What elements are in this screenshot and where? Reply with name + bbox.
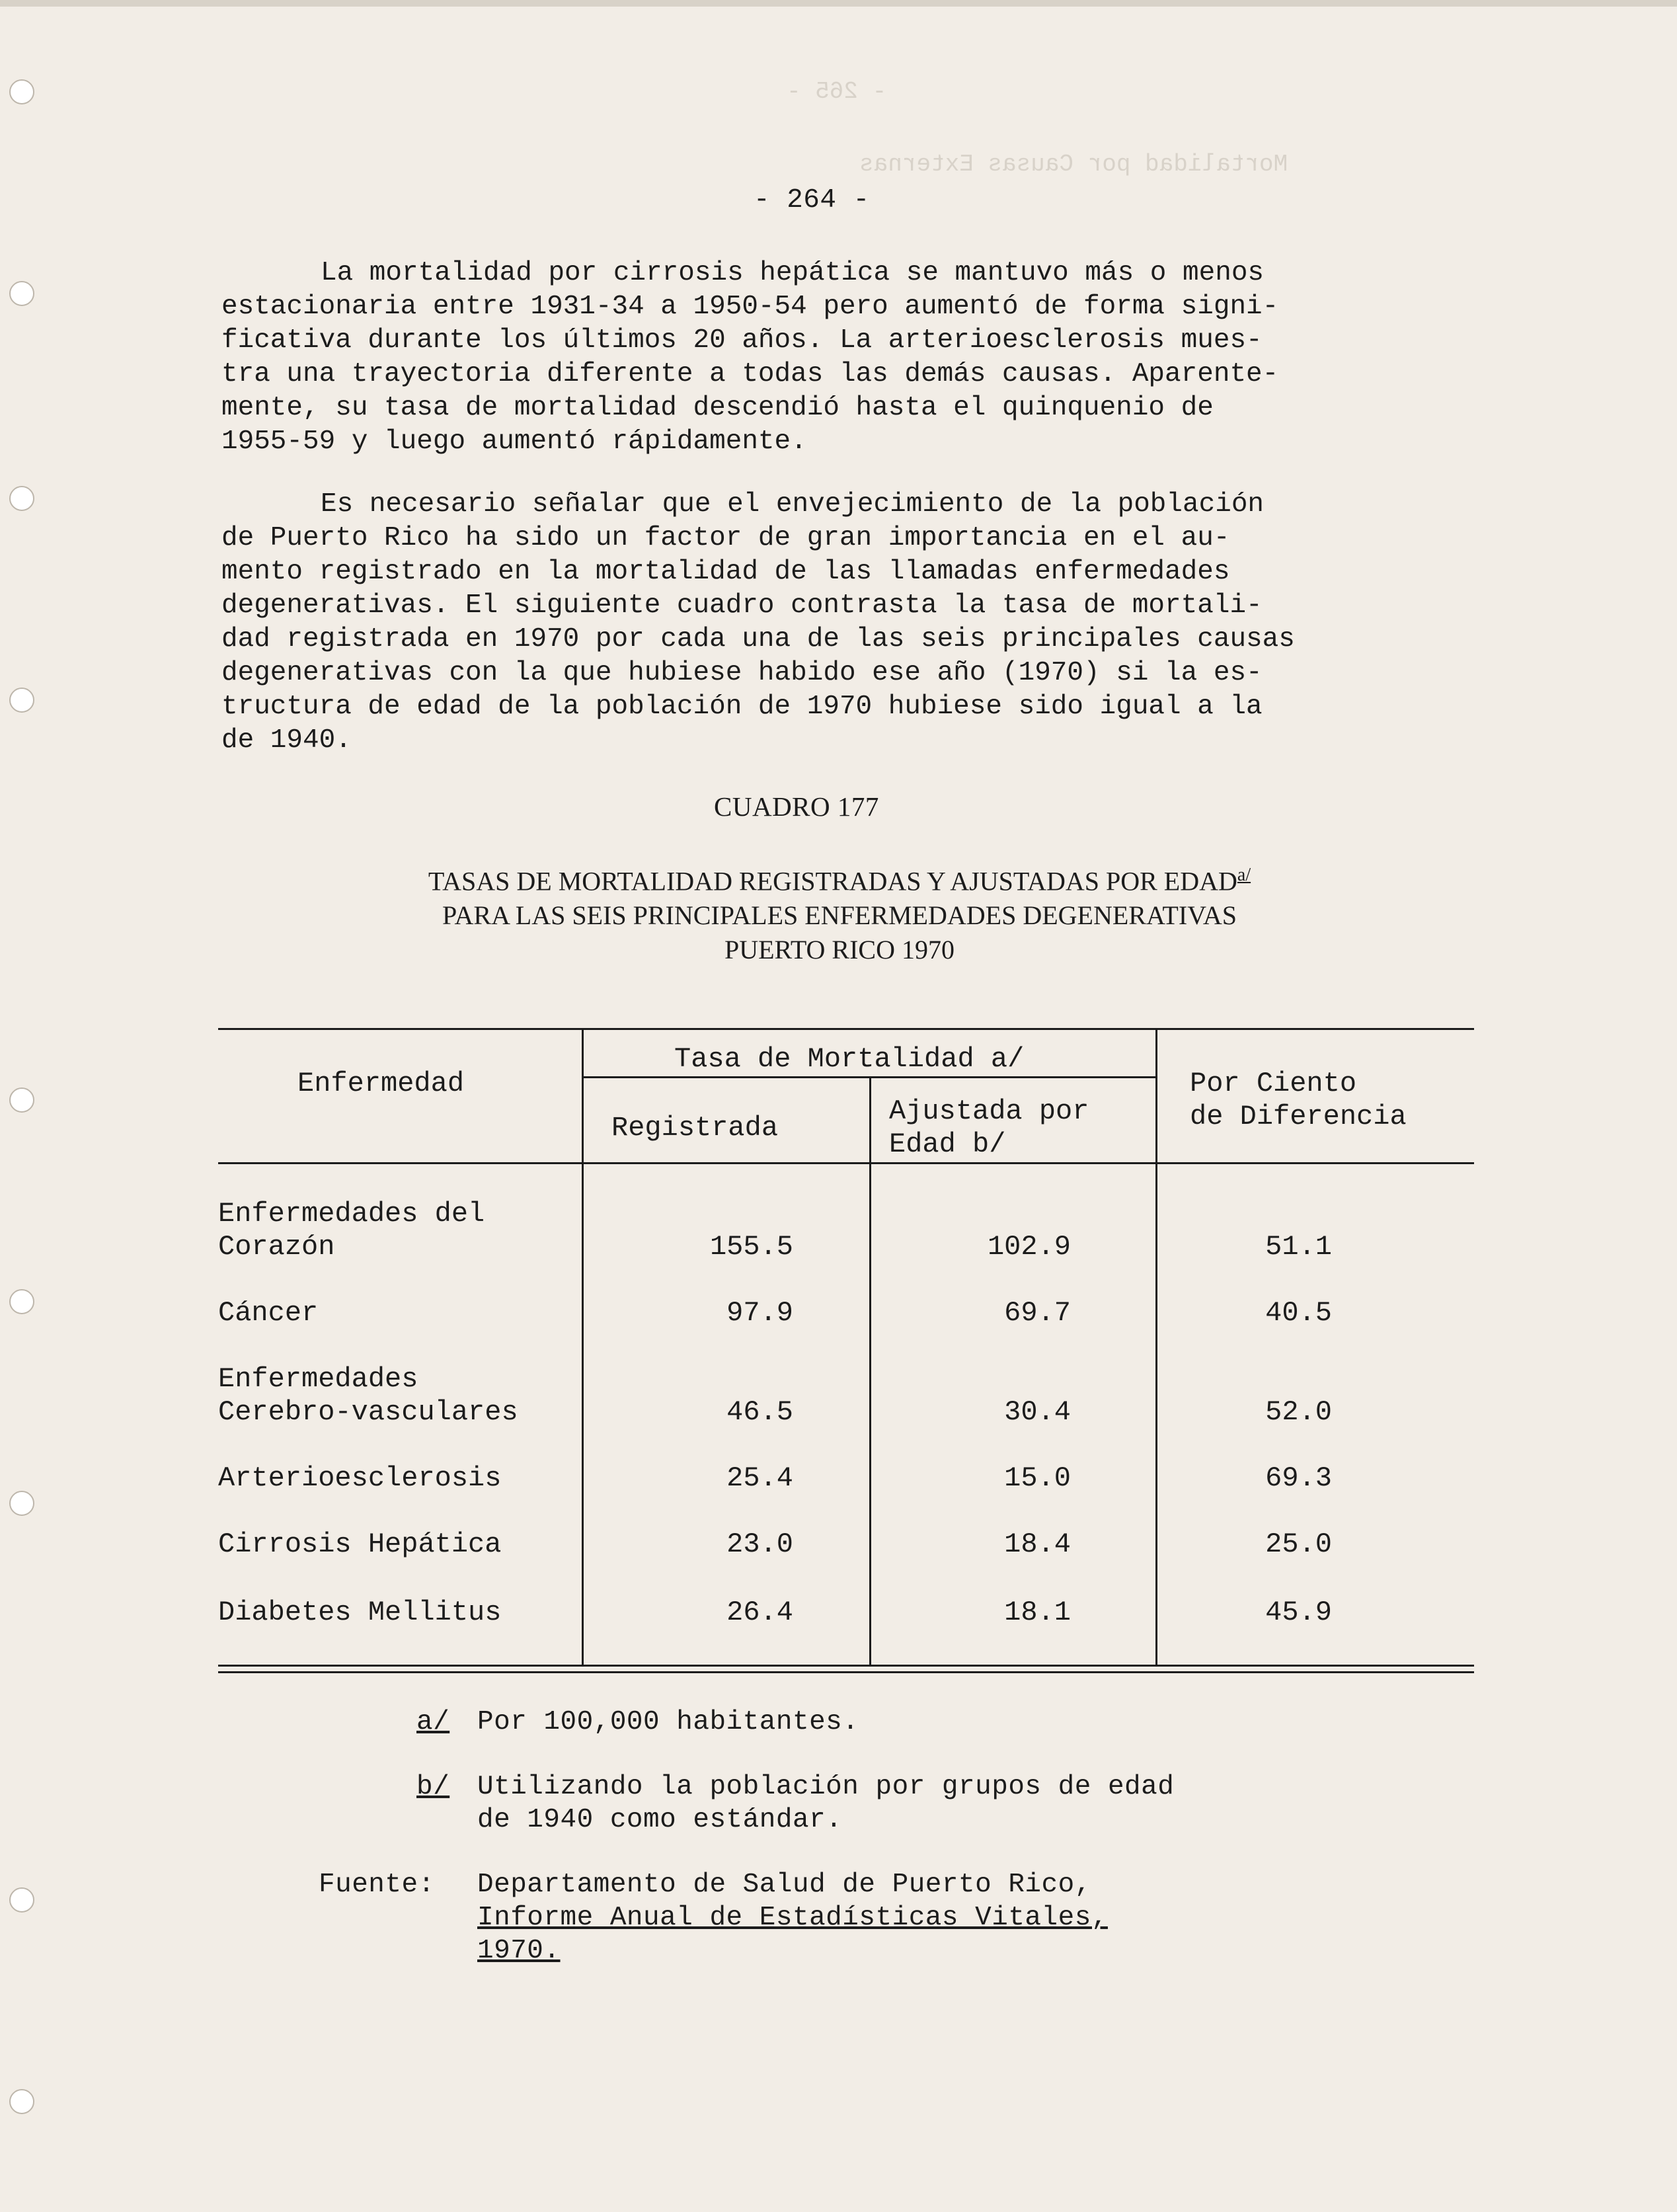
row-adjusted: 18.4: [1004, 1528, 1071, 1560]
binder-hole: [9, 1289, 34, 1314]
paragraph-line: degenerativas. El siguiente cuadro contrasta la tasa de mortali-: [221, 590, 1263, 621]
paragraph-1: [221, 257, 1517, 459]
binder-hole: [9, 1491, 34, 1516]
paragraph-line: mento registrado en la mortalidad de las llamadas enfermedades: [221, 557, 1230, 587]
binder-hole: [9, 1087, 34, 1113]
row-percent: 51.1: [1265, 1231, 1332, 1263]
page-number: - 264 -: [754, 185, 870, 216]
row-adjusted: 69.7: [1004, 1297, 1071, 1329]
row-disease: Cáncer: [218, 1297, 319, 1329]
row-disease: Corazón: [218, 1231, 335, 1263]
table-title-line: PARA LAS SEIS PRINCIPALES ENFERMEDADES DEGENERATIVAS: [442, 900, 1237, 931]
footnote-a-mark: a/: [416, 1707, 450, 1737]
column-divider: [582, 1028, 584, 1665]
row-registered: 46.5: [726, 1396, 793, 1428]
header-percent: Por Ciento: [1190, 1068, 1357, 1099]
binder-hole: [9, 79, 34, 104]
bleed-through-page-number: - 265 -: [787, 78, 887, 105]
header-percent: de Diferencia: [1190, 1101, 1407, 1132]
paragraph-line: La mortalidad por cirrosis hepática se mantuvo más o menos: [321, 258, 1265, 288]
row-percent: 52.0: [1265, 1396, 1332, 1428]
paragraph-line: de 1940.: [221, 725, 352, 756]
row-percent: 40.5: [1265, 1297, 1332, 1329]
paragraph-line: degenerativas con la que hubiese habido ese año (1970) si la es-: [221, 658, 1263, 688]
row-registered: 25.4: [726, 1462, 793, 1494]
footnote-b-text: Utilizando la población por grupos de edad: [477, 1772, 1175, 1802]
binder-hole: [9, 1887, 34, 1913]
column-divider: [1155, 1028, 1157, 1665]
footnote-a-text: Por 100,000 habitantes.: [477, 1707, 859, 1737]
source-publication: Informe Anual de Estadísticas Vitales,: [477, 1903, 1108, 1933]
column-divider: [869, 1078, 871, 1665]
binder-hole: [9, 2089, 34, 2114]
table-bottom-rule: [218, 1671, 1474, 1673]
header-registered: Registrada: [611, 1112, 779, 1144]
footnote-b-mark: b/: [416, 1772, 450, 1802]
source-year: 1970.: [477, 1936, 561, 1966]
row-adjusted: 102.9: [987, 1231, 1071, 1263]
row-disease: Enfermedades: [218, 1363, 418, 1395]
row-registered: 23.0: [726, 1528, 793, 1560]
paragraph-line: dad registrada en 1970 por cada una de las seis principales causas: [221, 624, 1295, 654]
table-title-line: PUERTO RICO 1970: [724, 935, 955, 965]
table-header-rule: [218, 1162, 1474, 1164]
table-title-line: [198, 858, 1481, 898]
source-label: Fuente:: [319, 1870, 435, 1900]
paragraph-2: [221, 488, 1517, 758]
row-percent: 45.9: [1265, 1597, 1332, 1628]
paragraph-line: estacionaria entre 1931-34 a 1950-54 pero aumentó de forma signi-: [221, 292, 1279, 322]
row-adjusted: 30.4: [1004, 1396, 1071, 1428]
row-registered: 97.9: [726, 1297, 793, 1329]
table-top-rule: [218, 1028, 1474, 1030]
header-adjusted: Ajustada por: [889, 1095, 1089, 1127]
row-disease: Arterioesclerosis: [218, 1462, 502, 1494]
row-disease: Diabetes Mellitus: [218, 1597, 502, 1628]
row-adjusted: 18.1: [1004, 1597, 1071, 1628]
paragraph-line: ficativa durante los últimos 20 años. La arterioesclerosis mues-: [221, 325, 1263, 356]
header-disease: Enfermedad: [297, 1068, 465, 1099]
paragraph-line: tra una trayectoria diferente a todas las demás causas. Aparente-: [221, 359, 1279, 389]
paragraph-line: tructura de edad de la población de 1970 hubiese sido igual a la: [221, 691, 1263, 722]
table-title: [198, 858, 1481, 967]
row-percent: 69.3: [1265, 1462, 1332, 1494]
table-title-text: TASAS DE MORTALIDAD REGISTRADAS Y AJUSTADAS POR EDAD: [428, 866, 1237, 896]
title-footnote-ref: a/: [1237, 865, 1251, 885]
header-adjusted: Edad b/: [889, 1128, 1006, 1160]
header-rate-group: Tasa de Mortalidad a/: [674, 1043, 1025, 1075]
binder-hole: [9, 486, 34, 511]
page-top-edge: [0, 0, 1677, 7]
binder-hole: [9, 688, 34, 713]
paragraph-line: Es necesario señalar que el envejecimiento de la población: [321, 489, 1265, 520]
row-adjusted: 15.0: [1004, 1462, 1071, 1494]
source-text: Departamento de Salud de Puerto Rico,: [477, 1870, 1091, 1900]
bleed-through-heading: Mortalidad por Causas Externas: [859, 151, 1288, 178]
row-disease: Enfermedades del: [218, 1198, 485, 1230]
row-disease: Cirrosis Hepática: [218, 1528, 502, 1560]
paragraph-line: de Puerto Rico ha sido un factor de gran importancia en el au-: [221, 523, 1230, 553]
row-registered: 26.4: [726, 1597, 793, 1628]
row-registered: 155.5: [709, 1231, 793, 1263]
paragraph-line: mente, su tasa de mortalidad descendió hasta el quinquenio de: [221, 393, 1214, 423]
row-disease: Cerebro-vasculares: [218, 1396, 518, 1428]
row-percent: 25.0: [1265, 1528, 1332, 1560]
table-bottom-rule: [218, 1665, 1474, 1667]
footnote-b-text: de 1940 como estándar.: [477, 1805, 843, 1835]
paragraph-line: 1955-59 y luego aumentó rápidamente.: [221, 426, 807, 457]
table-label: CUADRO 177: [714, 791, 879, 822]
binder-hole: [9, 281, 34, 306]
